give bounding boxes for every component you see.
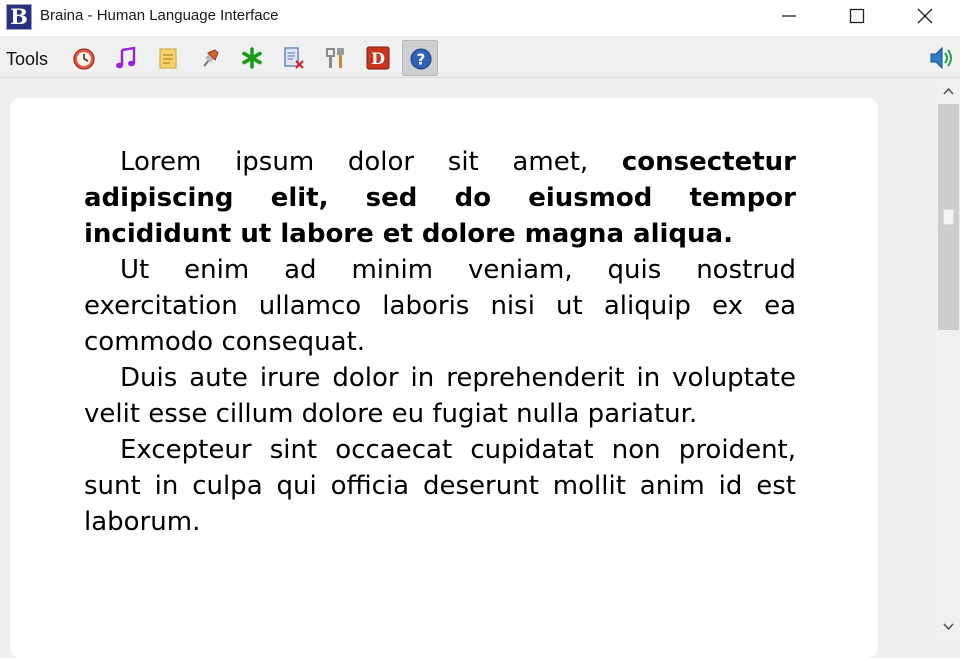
dictionary-button[interactable]	[360, 40, 396, 76]
window-title: Braina - Human Language Interface	[40, 7, 279, 24]
maximize-icon	[848, 7, 866, 25]
paragraph-3: Duis aute irure dolor in reprehenderit in voluptate velit esse cillum dolore eu fugiat nulla pariatur.	[84, 363, 796, 429]
document-panel	[10, 98, 878, 658]
braina-logo-icon[interactable]: B	[6, 4, 32, 30]
speaker-icon	[928, 44, 956, 72]
close-icon	[916, 7, 934, 25]
chevron-down-icon	[943, 623, 954, 631]
minimize-icon	[780, 7, 798, 25]
help-icon	[409, 47, 433, 71]
music-note-icon	[114, 46, 138, 70]
paragraph-4: Excepteur sint occaecat cupidatat non proident, sunt in culpa qui officia deserunt mollit anim id est laborum.	[84, 435, 796, 537]
paragraph-2: Ut enim ad minim veniam, quis nostrud exercitation ullamco laboris nisi ut aliquip ex ea commodo consequat.	[84, 255, 796, 357]
sticky-note-icon	[156, 46, 180, 70]
svg-text:?: ?	[416, 50, 426, 69]
tools-button[interactable]	[318, 40, 354, 76]
dictionary-icon	[366, 46, 390, 70]
music-player-button[interactable]	[108, 40, 144, 76]
svg-text:D: D	[371, 49, 385, 68]
title-bar	[0, 0, 960, 36]
scroll-grip	[943, 209, 954, 225]
alarm-clock-button[interactable]	[66, 40, 102, 76]
minimize-button[interactable]	[756, 0, 822, 32]
paragraph-1	[84, 144, 796, 252]
paragraph-1-normal: Lorem ipsum dolor sit amet,	[120, 147, 622, 177]
toolbar	[0, 36, 960, 78]
maximize-button[interactable]	[824, 0, 890, 32]
chevron-up-icon	[943, 87, 954, 95]
scroll-up-button[interactable]	[937, 80, 960, 102]
speaker-button[interactable]	[928, 44, 956, 72]
pin-icon	[198, 46, 222, 70]
paragraph-1-bold: consectetur adipiscing elit, sed do eiusmod tempor incididunt ut labore et dolore magna aliqua.	[84, 147, 796, 249]
help-button[interactable]	[402, 40, 438, 76]
close-button[interactable]	[892, 0, 958, 32]
asterisk-icon	[240, 46, 264, 70]
tools-icon	[324, 46, 348, 70]
pin-button[interactable]	[192, 40, 228, 76]
document-close-button[interactable]	[276, 40, 312, 76]
document-x-icon	[282, 46, 306, 70]
scroll-down-button[interactable]	[937, 616, 960, 638]
document-text[interactable]	[84, 144, 796, 540]
tools-menu[interactable]: Tools	[6, 49, 49, 69]
favorites-button[interactable]	[234, 40, 270, 76]
notes-button[interactable]	[150, 40, 186, 76]
scroll-thumb[interactable]	[938, 104, 959, 330]
vertical-scrollbar[interactable]	[937, 80, 960, 640]
clock-icon	[72, 46, 96, 70]
